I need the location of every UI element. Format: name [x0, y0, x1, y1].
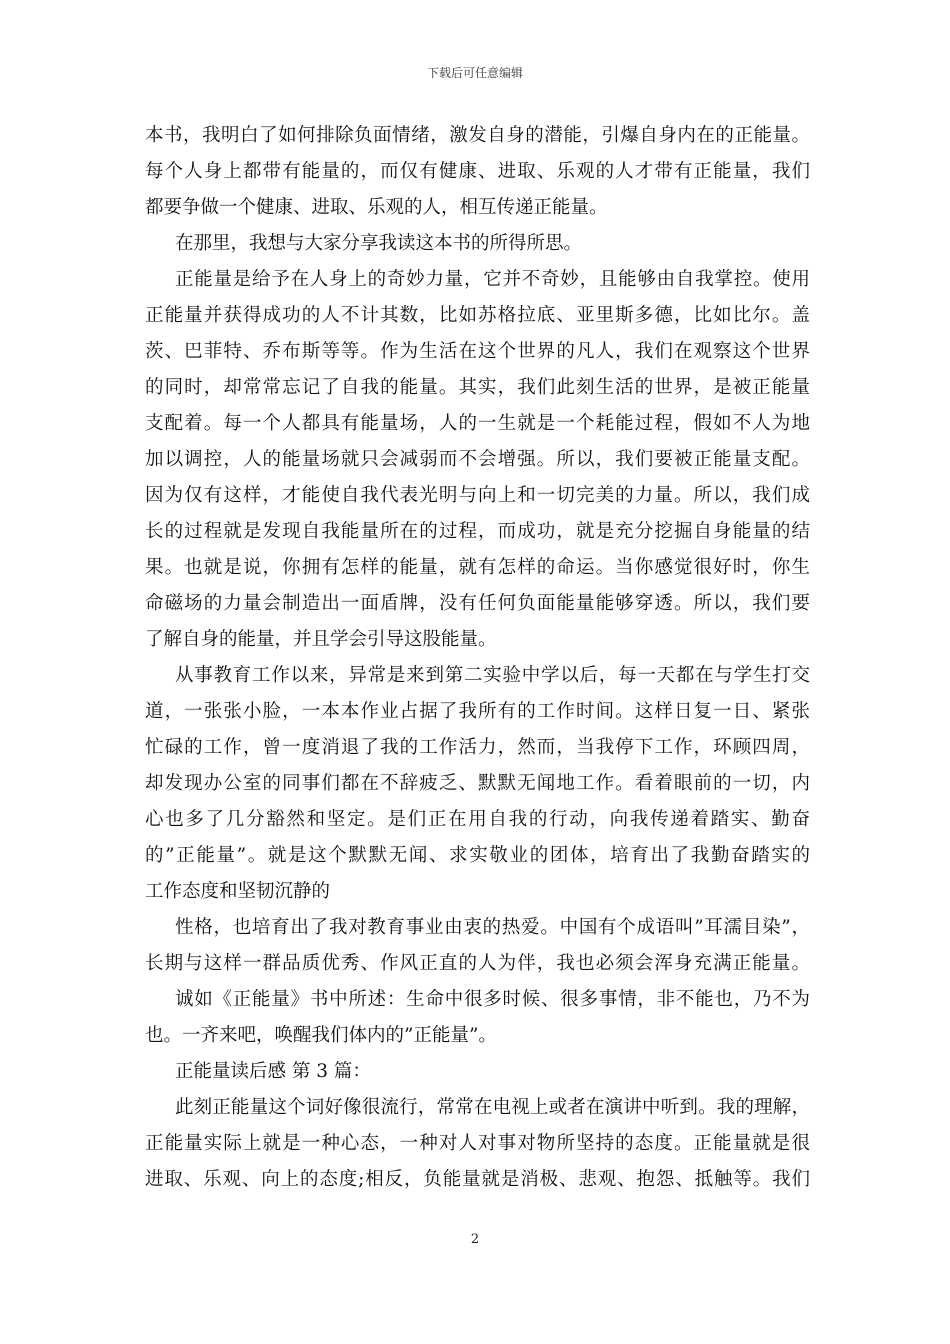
text-line: 此刻正能量这个词好像很流行，常常在电视上或者在演讲中听到。我的理解， — [175, 1097, 810, 1118]
text-line: 忙碌的工作，曾一度消退了我的工作活力，然而，当我停下工作，环顾四周， — [145, 737, 810, 758]
text-line: 都要争做一个健康、进取、乐观的人，相互传递正能量。 — [145, 197, 608, 218]
text-line: 道，一张张小脸，一本本作业占据了我所有的工作时间。这样日复一日、紧张 — [145, 701, 810, 722]
text-line: 正能量实际上就是一种心态，一种对人对事对物所坚持的态度。正能量就是很 — [145, 1133, 810, 1154]
text-line: 却发现办公室的同事们都在不辞疲乏、默默无闻地工作。看着眼前的一切，内 — [145, 773, 810, 794]
text-line: 诚如《正能量》书中所述：生命中很多时候、很多事情，非不能也，乃不为 — [175, 989, 810, 1010]
text-line: 本书，我明白了如何排除负面情绪，激发自身的潜能，引爆自身内在的正能量。 — [145, 125, 810, 146]
text-line: 的”正能量”。就是这个默默无闻、求实敬业的团体，培育出了我勤奋踏实的 — [145, 845, 810, 866]
page-header: 下载后可任意编辑 — [426, 66, 523, 80]
text-line: 命磁场的力量会制造出一面盾牌，没有任何负面能量能够穿透。所以，我们要 — [145, 593, 810, 614]
text-line: 工作态度和坚韧沉静的 — [145, 881, 331, 902]
text-line: 也。一齐来吧，唤醒我们体内的”正能量”。 — [145, 1025, 497, 1046]
text-line: 正能量读后感 第 3 篇： — [175, 1061, 371, 1082]
text-line: 正能量是给予在人身上的奇妙力量，它并不奇妙，且能够由自我掌控。使用 — [175, 269, 810, 290]
text-line: 性格，也培育出了我对教育事业由衷的热爱。中国有个成语叫”耳濡目染”， — [175, 917, 810, 938]
text-line: 心也多了几分豁然和坚定。是们正在用自我的行动，向我传递着踏实、勤奋 — [145, 809, 810, 830]
text-line: 正能量并获得成功的人不计其数，比如苏格拉底、亚里斯多德，比如比尔。盖 — [145, 305, 810, 326]
text-line: 进取、乐观、向上的态度;相反，负能量就是消极、悲观、抱怨、抵触等。我们 — [145, 1169, 810, 1190]
page-number: 2 — [470, 1232, 480, 1247]
text-line: 因为仅有这样，才能使自我代表光明与向上和一切完美的力量。所以，我们成 — [145, 485, 810, 506]
text-line: 长期与这样一群品质优秀、作风正直的人为伴，我也必须会浑身充满正能量。 — [145, 953, 810, 974]
text-line: 茨、巴菲特、乔布斯等等。作为生活在这个世界的凡人，我们在观察这个世界 — [145, 341, 810, 362]
text-line: 从事教育工作以来，异常是来到第二实验中学以后，每一天都在与学生打交 — [175, 665, 810, 686]
text-line: 支配着。每一个人都具有能量场，人的一生就是一个耗能过程，假如不人为地 — [145, 413, 810, 434]
text-line: 长的过程就是发现自我能量所在的过程，而成功，就是充分挖掘自身能量的结 — [145, 521, 810, 542]
text-line: 每个人身上都带有能量的，而仅有健康、进取、乐观的人才带有正能量，我们 — [145, 161, 810, 182]
text-line: 的同时，却常常忘记了自我的能量。其实，我们此刻生活的世界，是被正能量 — [145, 377, 810, 398]
text-line: 了解自身的能量，并且学会引导这股能量。 — [145, 629, 497, 650]
text-line: 果。也就是说，你拥有怎样的能量，就有怎样的命运。当你感觉很好时，你生 — [145, 557, 810, 578]
document-body — [145, 118, 810, 1198]
text-line: 在那里，我想与大家分享我读这本书的所得所思。 — [175, 233, 583, 254]
text-line: 加以调控，人的能量场就只会减弱而不会增强。所以，我们要被正能量支配。 — [145, 449, 810, 470]
